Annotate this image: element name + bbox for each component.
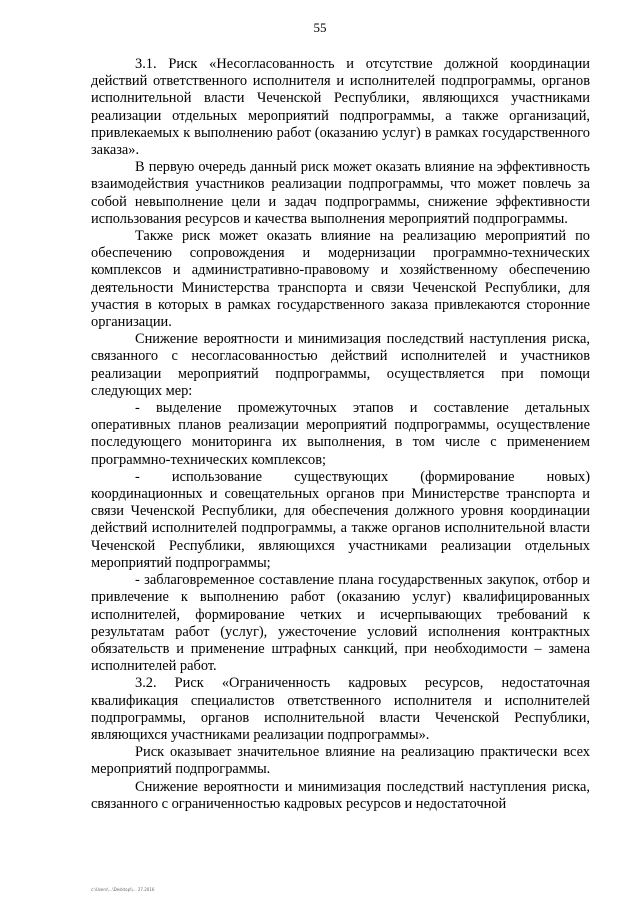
paragraph-risk-3-1: 3.1. Риск «Несогласованность и отсутствие должной координации действий ответственного исполнителя и исполнителей подпрограммы, органов исполнительной власти Чеченской Республики, являющихся участниками реализации отдельных мероприятий подпрограммы, а также организаций, привлекаемых к выполнению работ (оказанию услуг) в рамках государственного заказа».	[91, 56, 590, 159]
paragraph-risk-3-2: 3.2. Риск «Ограниченность кадровых ресурсов, недостаточная квалификация специалистов ответственного исполнителя и исполнителей подпрограммы, органов исполнительной власти Чеченской Республики, являющихся участниками реализации подпрограммы».	[91, 675, 590, 743]
paragraph-risk-influence: Риск оказывает значительное влияние на реализацию практически всех мероприятий подпрограммы.	[91, 744, 590, 778]
list-item-coordination: - использование существующих (формирование новых) координационных и совещательных органов при Министерстве транспорта и связи Чеченской Республики, для обеспечения должного уровня координации действий исполнителей подпрограммы, а также органов исполнительной власти Чеченской Республики, являющихся участниками реализации отдельных мероприятий подпрограммы;	[91, 468, 590, 571]
paragraph-risk-modernization: Также риск может оказать влияние на реализацию мероприятий по обеспечению сопровождения и модернизации программно-технических комплексов и административно-правовому и хозяйственному обеспечению деятельности Министерства транспорта и связи Чеченской Республики, для участия в которых в рамках государственного заказа привлекаются сторонние организации.	[91, 228, 590, 331]
paragraph-mitigation-intro: Снижение вероятности и минимизация последствий наступления риска, связанного с несогласованностью действий исполнителей и участников реализации мероприятий подпрограммы, осуществляется при помощи следующих мер:	[91, 331, 590, 399]
footer-file-path: c:\Users\...\Desktop\\... 27.2016	[91, 887, 155, 892]
paragraph-mitigation-staff: Снижение вероятности и минимизация последствий наступления риска, связанного с ограниченностью кадровых ресурсов и недостаточной	[91, 778, 590, 812]
paragraph-risk-impact: В первую очередь данный риск может оказать влияние на эффективность взаимодействия участников реализации подпрограммы, что может повлечь за собой невыполнение цели и задач подпрограммы, снижение эффективности использования ресурсов и качества выполнения мероприятий подпрограммы.	[91, 159, 590, 227]
list-item-stages: - выделение промежуточных этапов и составление детальных оперативных планов реализации мероприятий подпрограммы, осуществление последующего мониторинга их выполнения, в том числе с применением программно-технических комплексов;	[91, 400, 590, 468]
page-number: 55	[313, 20, 327, 35]
list-item-procurement: - заблаговременное составление плана государственных закупок, отбор и привлечение к выполнению работ (оказанию услуг) квалифицированных исполнителей, формирование четких и исчерпывающих требований к результатам работ (услуг), ужесточение условий исполнения контрактных обязательств и применение штрафных санкций, при необходимости – замена исполнителей работ.	[91, 572, 590, 675]
document-body	[91, 56, 590, 813]
